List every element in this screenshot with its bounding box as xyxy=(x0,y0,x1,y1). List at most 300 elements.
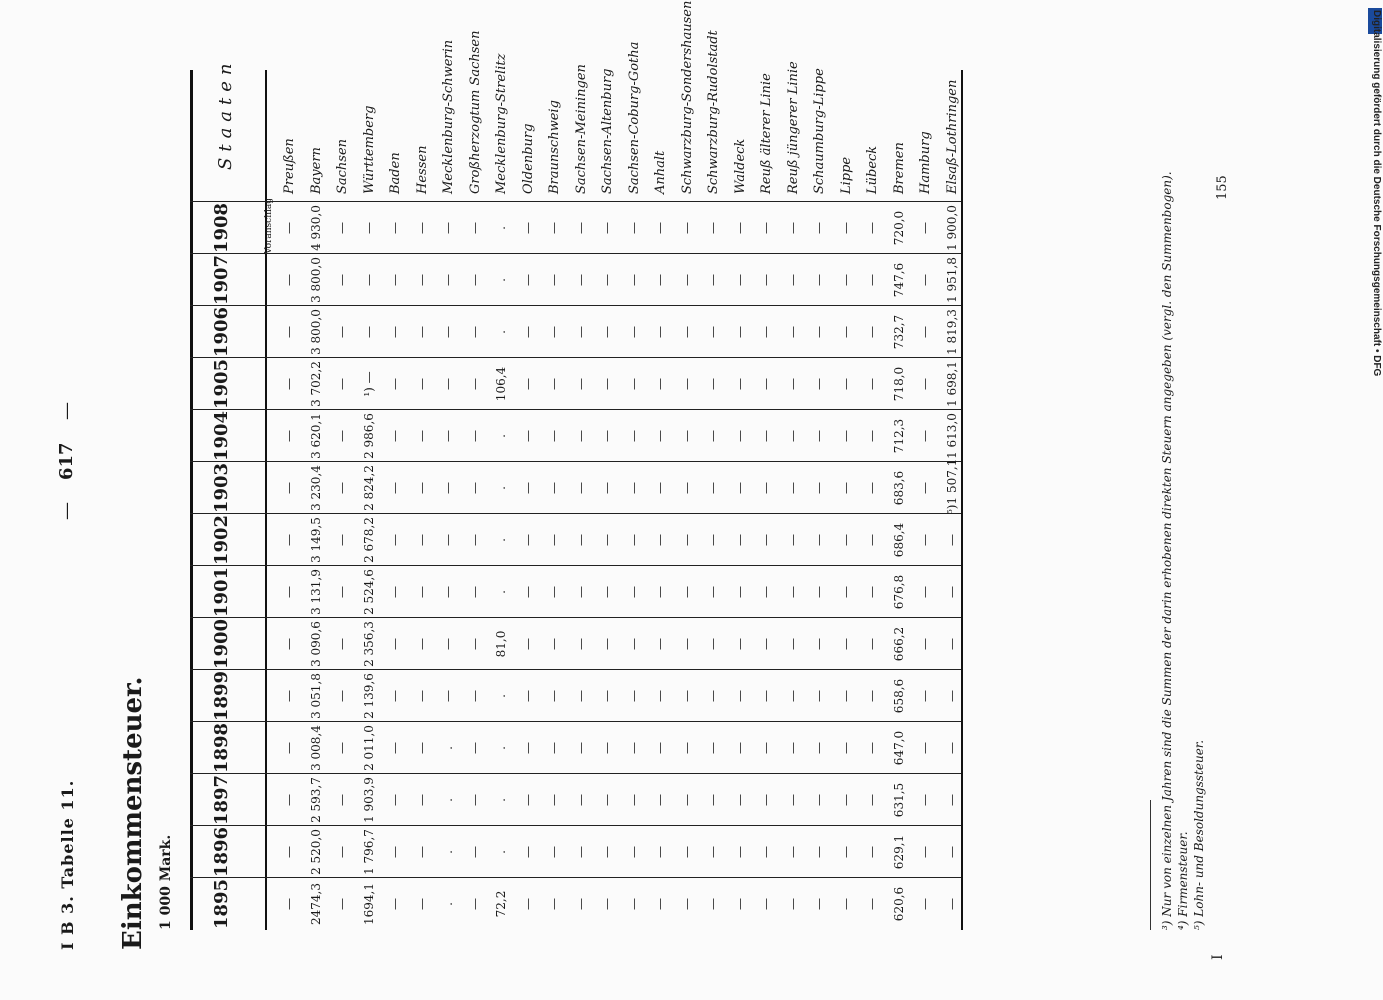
table-cell: 2 011,0 xyxy=(361,725,376,771)
table-cell: — xyxy=(679,690,694,702)
table-cell: — xyxy=(441,430,455,442)
table-cell: — xyxy=(335,222,349,234)
year-header-1907: 1907 xyxy=(211,254,232,306)
table-cell: — xyxy=(467,794,482,806)
table-cell: 683,6 xyxy=(891,470,906,506)
table-cell: — xyxy=(732,794,747,806)
state-name: Reuß jüngerer Linie xyxy=(785,61,801,194)
table-cell: — xyxy=(573,378,588,390)
table-cell: — xyxy=(865,742,879,754)
voranschlag-note: Voranschlag xyxy=(264,197,274,254)
state-name: Sachsen-Coburg-Gotha xyxy=(626,41,642,194)
table-cell: — xyxy=(361,326,376,338)
table-cell: 1 951,8 xyxy=(944,257,959,303)
table-cell: — xyxy=(865,794,879,806)
table-cell: — xyxy=(573,742,588,754)
table-cell: 3 090,6 xyxy=(308,621,323,667)
table-cell: 2 678,2 xyxy=(361,517,376,563)
table-cell: — xyxy=(653,326,667,338)
table-cell: — xyxy=(812,274,826,286)
table-cell: — xyxy=(918,274,932,286)
table-cell: — xyxy=(467,274,482,286)
year-header-1904: 1904 xyxy=(211,410,232,462)
table-cell: 732,7 xyxy=(891,314,906,350)
table-cell: — xyxy=(732,378,747,390)
table-cell: 2 986,6 xyxy=(361,413,376,459)
table-cell: — xyxy=(918,222,932,234)
table-cell: — xyxy=(785,586,800,598)
table-cell: — xyxy=(918,794,932,806)
table-cell: 629,1 xyxy=(891,834,906,870)
table-cell: — xyxy=(653,690,667,702)
footnote: ⁴) Firmensteuer. xyxy=(1176,831,1190,930)
table-cell: — xyxy=(785,898,800,910)
table-cell: — xyxy=(838,898,853,910)
table-cell: — xyxy=(414,846,429,858)
table-cell: — xyxy=(441,482,455,494)
table-cell: — xyxy=(573,482,588,494)
table-cell: — xyxy=(653,274,667,286)
table-cell: 4 930,0 xyxy=(308,205,323,251)
table-cell: — xyxy=(282,586,296,598)
table-cell: — xyxy=(626,898,641,910)
table-cell: — xyxy=(732,326,747,338)
footnote: ⁵) Lohn- und Besoldungssteuer. xyxy=(1192,739,1206,930)
table-cell: — xyxy=(600,378,614,390)
table-cell: — xyxy=(653,846,667,858)
table-cell: — xyxy=(441,222,455,234)
table-cell: — xyxy=(467,586,482,598)
table-cell: — xyxy=(573,638,588,650)
table-cell: — xyxy=(706,274,720,286)
table-cell: 106,4 xyxy=(494,366,508,402)
table-cell: 3 149,5 xyxy=(308,517,323,563)
table-cell: — xyxy=(732,690,747,702)
table-cell: — xyxy=(467,534,482,546)
table-cell: — xyxy=(918,586,932,598)
table-cell: — xyxy=(865,690,879,702)
table-cell: — xyxy=(414,690,429,702)
table-cell: — xyxy=(573,690,588,702)
year-header-1896: 1896 xyxy=(211,826,232,878)
table-cell: — xyxy=(732,638,747,650)
table-cell: — xyxy=(706,690,720,702)
state-name: Sachsen xyxy=(335,138,350,194)
table-cell: — xyxy=(600,534,614,546)
table-cell: — xyxy=(467,222,482,234)
table-cell: 686,4 xyxy=(891,522,906,558)
table-cell: — xyxy=(414,742,429,754)
table-cell: — xyxy=(785,222,800,234)
table-cell: — xyxy=(547,274,561,286)
table-cell: — xyxy=(600,638,614,650)
table-cell: — xyxy=(282,274,296,286)
table-cell: 2474,3 xyxy=(308,883,323,925)
footnote: ³) Nur von einzelnen Jahren sind die Summen der darin erhobenen direkten Steuern angegeben (vergl. den Summenbogen). xyxy=(1160,171,1174,930)
table-cell: — xyxy=(865,846,879,858)
table-cell: — xyxy=(335,690,349,702)
table-cell: — xyxy=(812,482,826,494)
table-cell: — xyxy=(706,326,720,338)
table-cell: — xyxy=(520,430,535,442)
table-cell: — xyxy=(653,378,667,390)
table-cell: — xyxy=(335,326,349,338)
table-cell: — xyxy=(865,482,879,494)
table-cell: — xyxy=(335,586,349,598)
table-cell: — xyxy=(626,326,641,338)
table-cell: 718,0 xyxy=(891,366,906,402)
table-cell: — xyxy=(838,794,853,806)
state-name: Bayern xyxy=(308,147,324,194)
table-cell: — xyxy=(441,690,455,702)
table-cell: — xyxy=(759,222,773,234)
table-cell: — xyxy=(414,794,429,806)
table-cell: — xyxy=(388,638,402,650)
table-cell: — xyxy=(732,742,747,754)
table-cell: — xyxy=(573,794,588,806)
table-cell: — xyxy=(812,586,826,598)
table-cell: — xyxy=(812,690,826,702)
table-cell: — xyxy=(441,274,455,286)
table-cell: — xyxy=(706,430,720,442)
table-cell: — xyxy=(812,898,826,910)
table-cell: — xyxy=(865,534,879,546)
table-cell: . xyxy=(494,746,508,750)
table-cell: — xyxy=(388,898,402,910)
table-cell: . xyxy=(494,226,508,230)
table-cell: — xyxy=(600,898,614,910)
table-cell: — xyxy=(653,586,667,598)
table-cell: — xyxy=(467,742,482,754)
table-cell: — xyxy=(441,534,455,546)
table-cell: — xyxy=(653,222,667,234)
table-cell: . xyxy=(441,850,455,854)
table-cell: — xyxy=(414,222,429,234)
table-cell: — xyxy=(732,846,747,858)
table-cell: — xyxy=(335,846,349,858)
table-cell: — xyxy=(759,378,773,390)
table-cell: — xyxy=(388,222,402,234)
table-cell: 1 900,0 xyxy=(944,205,959,251)
table-cell: — xyxy=(600,742,614,754)
table-cell: — xyxy=(759,534,773,546)
table-cell: . xyxy=(494,798,508,802)
table-cell: — xyxy=(600,846,614,858)
table-cell: . xyxy=(494,590,508,594)
table-cell: . xyxy=(494,486,508,490)
table-cell: 720,0 xyxy=(891,210,906,246)
year-header-1903: 1903 xyxy=(211,462,232,514)
table-cell: — xyxy=(759,274,773,286)
table-cell: — xyxy=(335,482,349,494)
table-cell: — xyxy=(626,794,641,806)
table-cell: — xyxy=(865,430,879,442)
table-cell: — xyxy=(282,690,296,702)
table-cell: — xyxy=(388,482,402,494)
table-cell: — xyxy=(282,638,296,650)
state-name: Preußen xyxy=(282,138,297,194)
table-cell: — xyxy=(520,846,535,858)
table-cell: — xyxy=(918,898,932,910)
table-cell: — xyxy=(573,846,588,858)
table-cell: 72,2 xyxy=(494,890,508,918)
table-cell: — xyxy=(335,898,349,910)
table-cell: — xyxy=(759,586,773,598)
year-header-1901: 1901 xyxy=(211,566,232,618)
table-cell: — xyxy=(785,846,800,858)
credit-line xyxy=(1368,10,1383,990)
table-cell: — xyxy=(679,742,694,754)
table-cell: — xyxy=(732,222,747,234)
table-cell: — xyxy=(785,430,800,442)
table-cell: — xyxy=(865,638,879,650)
table-cell: — xyxy=(600,690,614,702)
year-header-1905: 1905 xyxy=(211,358,232,410)
table-cell: — xyxy=(520,638,535,650)
table-cell: — xyxy=(573,222,588,234)
table-cell: 2 524,6 xyxy=(361,569,376,615)
table-cell: — xyxy=(414,586,429,598)
table-cell: — xyxy=(838,222,853,234)
table-bottom-rule xyxy=(961,70,963,930)
table-cell: ¹) — xyxy=(361,371,376,397)
table-cell: — xyxy=(944,794,959,806)
credit-text: Digitalisierung gefördert durch die Deutsche Forschungsgemeinschaft • DFG xyxy=(1371,10,1382,377)
table-cell: — xyxy=(335,274,349,286)
table-cell: — xyxy=(467,482,482,494)
table-cell: 1 819,3 xyxy=(944,309,959,355)
dash-right: — xyxy=(56,402,77,420)
year-header-1895: 1895 xyxy=(211,878,232,930)
table-cell: — xyxy=(838,846,853,858)
table-cell: — xyxy=(626,378,641,390)
table-cell: 666,2 xyxy=(891,626,906,662)
state-name: Mecklenburg-Strelitz xyxy=(494,53,509,194)
table-cell: — xyxy=(918,638,932,650)
table-cell: — xyxy=(573,586,588,598)
table-cell: — xyxy=(759,430,773,442)
state-name: Bremen xyxy=(891,142,907,194)
table-cell: 676,8 xyxy=(891,574,906,610)
table-cell: — xyxy=(679,794,694,806)
table-cell: — xyxy=(706,638,720,650)
section-label: I B 3. Tabelle 11. xyxy=(58,779,77,950)
table-cell: — xyxy=(388,690,402,702)
table-cell: — xyxy=(785,378,800,390)
year-header-1900: 1900 xyxy=(211,618,232,670)
table-cell: — xyxy=(759,742,773,754)
table-cell: — xyxy=(865,586,879,598)
table-cell: — xyxy=(785,274,800,286)
table-cell: — xyxy=(520,222,535,234)
table-cell: — xyxy=(679,534,694,546)
table-cell: — xyxy=(732,274,747,286)
table-cell: . xyxy=(494,330,508,334)
table-cell: — xyxy=(732,534,747,546)
data-table xyxy=(190,0,1125,930)
table-cell: — xyxy=(414,378,429,390)
table-cell: 2 824,2 xyxy=(361,465,376,511)
table-cell: 1 698,1 xyxy=(944,361,959,407)
table-cell: 647,0 xyxy=(891,730,906,766)
table-cell: — xyxy=(759,846,773,858)
state-name: Braunschweig xyxy=(547,100,562,194)
table-cell: — xyxy=(679,846,694,858)
table-cell: — xyxy=(335,378,349,390)
table-cell: — xyxy=(706,794,720,806)
table-cell: — xyxy=(706,742,720,754)
table-cell: — xyxy=(944,690,959,702)
table-cell: 3 620,1 xyxy=(308,413,323,459)
table-cell: — xyxy=(282,794,296,806)
table-cell: — xyxy=(653,638,667,650)
table-cell: — xyxy=(388,326,402,338)
table-cell: — xyxy=(600,222,614,234)
table-cell: — xyxy=(679,326,694,338)
table-cell: — xyxy=(838,586,853,598)
table-cell: — xyxy=(626,638,641,650)
table-cell: — xyxy=(706,898,720,910)
table-cell: — xyxy=(467,430,482,442)
table-cell: — xyxy=(706,482,720,494)
table-cell: 3 702,2 xyxy=(308,361,323,407)
table-cell: — xyxy=(388,742,402,754)
state-name: Baden xyxy=(388,152,403,194)
table-cell: — xyxy=(812,794,826,806)
table-cell: — xyxy=(679,898,694,910)
table-cell: — xyxy=(944,586,959,598)
table-cell: — xyxy=(865,898,879,910)
table-cell: — xyxy=(626,586,641,598)
table-cell: 3 800,0 xyxy=(308,309,323,355)
page-footer-number: 155 xyxy=(1215,175,1230,200)
table-cell: — xyxy=(732,586,747,598)
table-cell: — xyxy=(812,222,826,234)
table-cell: — xyxy=(732,430,747,442)
year-header-1902: 1902 xyxy=(211,514,232,566)
table-cell: — xyxy=(785,638,800,650)
year-header-1899: 1899 xyxy=(211,670,232,722)
table-cell: — xyxy=(547,534,561,546)
table-cell: 3 131,9 xyxy=(308,569,323,615)
table-cell: — xyxy=(600,274,614,286)
table-cell: 2 520,0 xyxy=(308,829,323,875)
state-name: Mecklenburg-Schwerin xyxy=(441,39,456,194)
table-cell: — xyxy=(388,378,402,390)
table-cell: 1694,1 xyxy=(361,883,376,925)
table-cell: . xyxy=(494,694,508,698)
table-cell: — xyxy=(838,690,853,702)
table-cell: — xyxy=(759,638,773,650)
table-cell: — xyxy=(547,326,561,338)
table-cell: 712,3 xyxy=(891,418,906,454)
table-cell: — xyxy=(838,482,853,494)
table-cell: — xyxy=(812,326,826,338)
table-cell: — xyxy=(679,378,694,390)
state-name: Sachsen-Altenburg xyxy=(600,68,615,194)
table-cell: — xyxy=(865,222,879,234)
table-header xyxy=(190,57,267,930)
table-cell: — xyxy=(838,430,853,442)
table-cell: ⁵)1 507,1 xyxy=(944,458,959,514)
table-cell: — xyxy=(812,846,826,858)
table-cell: — xyxy=(706,586,720,598)
table-cell: — xyxy=(547,586,561,598)
table-cell: — xyxy=(918,482,932,494)
table-cell: — xyxy=(679,430,694,442)
table-cell: — xyxy=(282,846,296,858)
table-cell: — xyxy=(414,638,429,650)
table-cell: — xyxy=(653,534,667,546)
table-cell: — xyxy=(600,586,614,598)
table-cell: — xyxy=(335,430,349,442)
table-cell: — xyxy=(414,898,429,910)
table-cell: — xyxy=(361,222,376,234)
table-cell: — xyxy=(865,326,879,338)
table-cell: — xyxy=(706,534,720,546)
table-cell: 1 613,0 xyxy=(944,413,959,459)
table-cell: — xyxy=(547,742,561,754)
table-cell: — xyxy=(282,326,296,338)
table-cell: — xyxy=(388,274,402,286)
table-cell: — xyxy=(520,274,535,286)
table-cell: — xyxy=(679,482,694,494)
table-cell: — xyxy=(626,482,641,494)
table-cell: — xyxy=(547,638,561,650)
table-cell: 3 051,8 xyxy=(308,673,323,719)
state-name: Oldenburg xyxy=(520,123,536,194)
table-cell: — xyxy=(944,846,959,858)
table-cell: — xyxy=(918,430,932,442)
table-cell: — xyxy=(520,690,535,702)
table-cell: — xyxy=(838,638,853,650)
state-name: Waldeck xyxy=(732,138,748,194)
table-cell: — xyxy=(653,482,667,494)
table-cell: — xyxy=(785,482,800,494)
unit-label: 1 000 Mark. xyxy=(158,834,174,930)
table-cell: — xyxy=(812,742,826,754)
table-cell: — xyxy=(441,326,455,338)
table-cell: — xyxy=(653,742,667,754)
table-cell: . xyxy=(494,850,508,854)
table-cell: — xyxy=(467,690,482,702)
table-cell: — xyxy=(335,534,349,546)
table-cell: — xyxy=(547,898,561,910)
table-cell: — xyxy=(812,638,826,650)
table-cell: 3 230,4 xyxy=(308,465,323,511)
table-cell: — xyxy=(414,534,429,546)
table-cell: — xyxy=(335,638,349,650)
table-cell: — xyxy=(441,638,455,650)
table-cell: — xyxy=(467,898,482,910)
table-cell: — xyxy=(335,742,349,754)
table-cell: — xyxy=(785,326,800,338)
table-cell: — xyxy=(944,638,959,650)
table-cell: 631,5 xyxy=(891,782,906,818)
table-cell: — xyxy=(600,326,614,338)
state-name: Elsaß-Lothringen xyxy=(944,79,960,194)
table-cell: — xyxy=(361,274,376,286)
page-header xyxy=(50,50,90,950)
table-cell: 658,6 xyxy=(891,678,906,714)
table-cell: — xyxy=(520,326,535,338)
state-name: Lippe xyxy=(838,156,854,194)
table-cell: — xyxy=(865,378,879,390)
table-cell: — xyxy=(706,222,720,234)
table-cell: — xyxy=(282,534,296,546)
table-cell: — xyxy=(626,534,641,546)
table-cell: 1 796,7 xyxy=(361,829,376,875)
